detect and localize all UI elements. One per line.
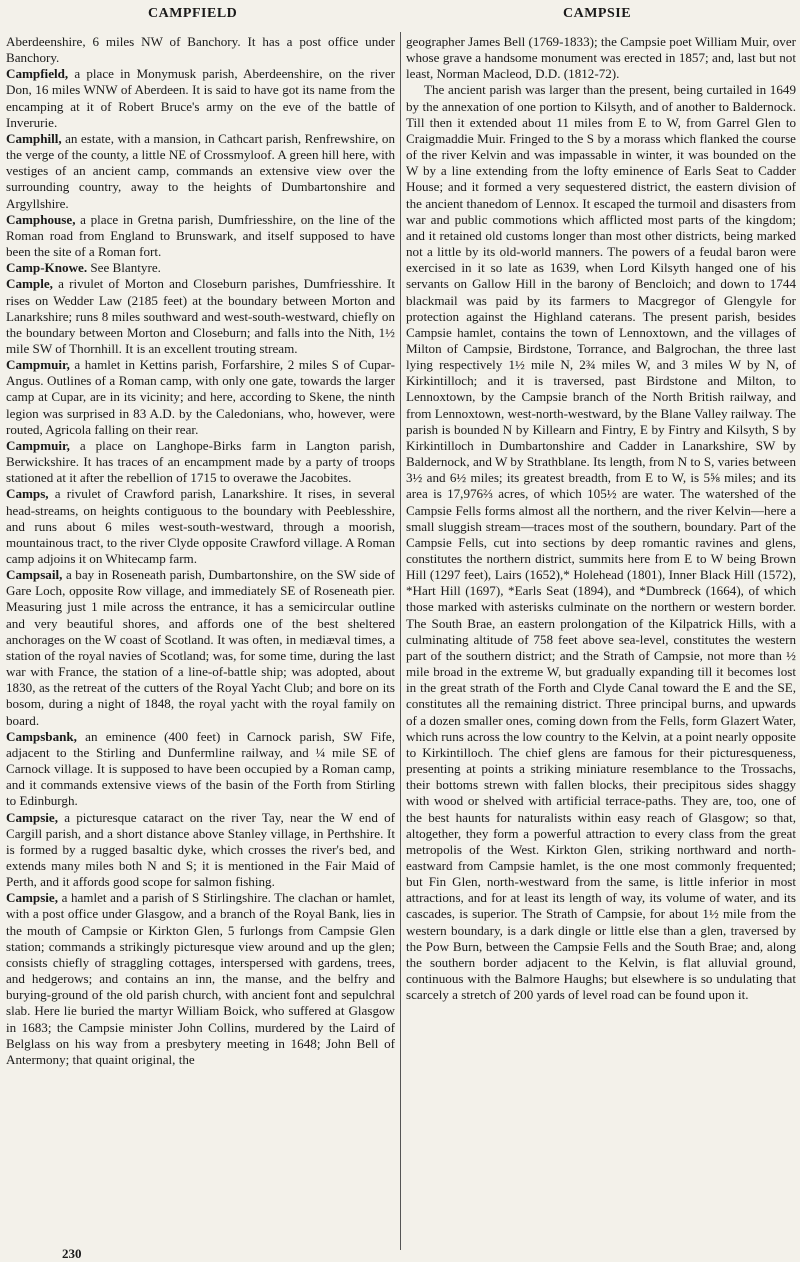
column-divider <box>400 32 401 1250</box>
entry-headword: Campsie, <box>6 809 59 825</box>
entry-continuation: Aberdeenshire, 6 miles NW of Banchory. It has a post office under Banchory. <box>6 34 395 66</box>
entry-headword: Campmuir, <box>6 437 70 453</box>
entry-headword: Campsie, <box>6 890 59 906</box>
entry-headword: Camp-Knowe. <box>6 260 88 276</box>
paragraph: The ancient parish was larger than the present, being curtailed in 1649 by the annexation of one portion to Kilsyth, and of another to Baldernock. Till then it extended about 11 miles from E to W, from Garrel Glen to Craigmaddie Muir. Fringed to the S by a morass which flanked the course of the river Kelvin and was impassable in winter, it was bounded on the W by a line extending from the lofty eminence of Earls Seat to Cadder House; and it formed a very sequestered district, the eastern division of the ancient thanedom of Lennox. It escaped the turmoil and disasters from war and public commotions which afflicted most parts of the kingdom; and it retained old customs longer than most other districts, being marked not a little by its old-world manners. The powers of a feudal baron were exercised in it so late as 1639, when Lord Kilsyth hanged one of his servants on Gallow Hill in the barony of Bencloich; and down to 1744 blackmail was paid by its farmers to Macgregor of Glengyle for protection against the Highland caterans. The present parish, besides Campsie hamlet, contains the town of Lennoxtown, and the villages of Milton of Campsie, Birdstone, Torrance, and Balgrochan, the three last lying respectively 1½ mile N, 2¾ miles W, and 3 miles W by N, of Kirkintilloch; and it is traversed, past Birdstone and Milton, to Lennoxtown, by the Campsie branch of the North British railway, and from Lennoxtown, west-north-westward, by the Blane Valley railway. The parish is bounded N by Killearn and Fintry, E by Fintry and Kilsyth, S by Kirkintilloch in Dumbartonshire and Cadder in Lanarkshire, SW by Baldernock, and W by Strathblane. Its length, from N to S, varies between 3½ and 6½ miles; its greatest breadth, from E to W, is 5⅝ miles; and its area is 17,976⅔ acres, of which 105½ are water. The watershed of the Campsie Fells forms almost all the northern, and the river Kelvin—here a small sluggish stream—traces most of the southern, boundary. Part of the Campsie Fells, cut into sections by deep romantic ravines and glens, constitutes the northern district, summits here from E to W being Brown Hill (1297 feet), Lairs (1652),* Holehead (1801), Inner Black Hill (1572), *Hart Hill (1697), *Earls Seat (1894), and *Dumbreck (1664), of which those marked with asterisks culminate on the northern or western border. The South Brae, an eastern prolongation of the Kilpatrick Hills, with a culminating altitude of 758 feet above sea-level, constitutes the western part of the southern district; and the Strath of Campsie, not more than ½ mile broad in the extreme W, but gradually expanding till it becomes lost in the great strath of the Forth and Clyde Canal toward the E and the SE, constitutes all the remaining district. Three principal burns, and upwards of a dozen smaller ones, coming down from the Fells, form Glazert Water, which runs across the low country to the Kelvin, at a point nearly opposite to Kirkintilloch. The chief glens are famous for their picturesqueness, presenting at points a striking miniature resemblance to the Trossachs, their bottoms strewn with fallen blocks, their precipitous sides shaggy with wood or shelved with artificial terrace-paths. They are, too, one of the best haunts for naturalists within easy reach of Glasgow; so that, altogether, they form a powerful attraction to every class from the great metropolis of the West. Kirkton Glen, striking northward and north-eastward from Campsie hamlet, is the one most commonly frequented; but Fin Glen, north-westward from the same, is little inferior in most attractions, and for at least its length of way, its volume of water, and its cascades, is superior. The Strath of Campsie, for about 1½ mile from the western boundary, is a dark dingle or little else than a glen, traversed by the Pow Burn, between the Campsie Fells and the South Brae; and, along the southern border adjacent to the Kelvin, is flat alluvial ground, continuous with the Balmore Haughs; but elsewhere is so undulating that scarcely a stretch of 200 yards of level road can be found upon it. <box>406 82 796 1003</box>
entry-headword: Campmuir, <box>6 357 70 373</box>
entry-headword: Camphill, <box>6 130 62 146</box>
entry-headword: Campsail, <box>6 567 63 583</box>
entry <box>6 212 395 260</box>
entry <box>6 567 395 729</box>
entry-body: a place in Monymusk parish, Aberdeenshire, on the river Don, 16 miles WNW of Aberdeen. It is said to have got its name from the encamping at it of Robert Bruce's army on the eve of the battle of Inverurie. <box>6 66 395 130</box>
entry <box>6 66 395 131</box>
paragraph: geographer James Bell (1769-1833); the Campsie poet William Muir, over whose grave a handsome monument was erected in 1857; and, last but not least, Norman Macleod, D.D. (1812-72). <box>406 34 796 82</box>
entry <box>6 276 395 357</box>
running-head-right: CAMPSIE <box>563 6 632 21</box>
entry-headword: Cample, <box>6 276 53 292</box>
entry <box>6 486 395 567</box>
entry-body: a picturesque cataract on the river Tay, near the W end of Cargill parish, and a short distance above Stanley village, in Perthshire. It is formed by a rugged basaltic dyke, which crosses the river's bed, and extends many miles both N and S; it is mentioned in the Fair Maid of Perth, and it affords good scope for salmon fishing. <box>6 809 395 890</box>
entry-headword: Campsbank, <box>6 728 77 744</box>
entry-headword: Campfield, <box>6 66 69 82</box>
entry-body: a place on Langhope-Birks farm in Langton parish, Berwickshire. It has traces of an encampment made by a party of troops stationed at it after the rebellion of 1715 to overawe the Jacobites. <box>6 437 395 486</box>
entry <box>6 438 395 486</box>
entry-body: a hamlet in Kettins parish, Forfarshire, 2 miles S of Cupar-Angus. Outlines of a Roman camp, with only one gate, towards the larger camp at Cupar, are in its vicinity; and here, according to Skene, the ninth legion was surprised in 83 A.D. by the Caledonians, who, however, were routed, Agricola falling on their rear. <box>6 357 395 437</box>
entry-body: a rivulet of Crawford parish, Lanarkshire. It rises, in several head-streams, on heights contiguous to the boundary with Peeblesshire, and runs about 6 miles west-south-westward, through a moorish, mountainous tract, to the river Clyde opposite Crawford village. A Roman camp adjoins it on Whitecamp farm. <box>6 486 395 566</box>
running-head-left: CAMPFIELD <box>148 6 238 21</box>
entry <box>6 890 395 1068</box>
entry-body: a rivulet of Morton and Closeburn parishes, Dumfriesshire. It rises on Wedder Law (2185 feet) at the boundary between Morton and Lanarkshire; runs 8 miles southward and west-south-westward, chiefly on the boundary between Morton and Closeburn; and falls into the Nith, 1½ mile SW of Thornhill. It is an excellent trouting stream. <box>6 276 395 356</box>
page-number: 230 <box>62 1246 82 1261</box>
entry-headword: Camphouse, <box>6 211 76 227</box>
entry-body: an eminence (400 feet) in Carnock parish, SW Fife, adjacent to the Stirling and Dunfermline railway, and ¼ mile SE of Carnock village. It is supposed to have been occupied by a Roman camp, and it commands extensive views of the basin of the Forth from Stirling to Edinburgh. <box>6 728 395 809</box>
entry <box>6 810 395 891</box>
running-header <box>0 6 800 26</box>
entry-body: See Blantyre. <box>87 260 161 276</box>
entry-body: a place in Gretna parish, Dumfriesshire, on the line of the Roman road from England to Brunswark, and itself supposed to have been the site of a Roman fort. <box>6 211 395 260</box>
entry-body: a bay in Roseneath parish, Dumbartonshire, on the SW side of Gare Loch, opposite Row village, and immediately SE of Roseneath pier. Measuring just 1 mile across the entrance, it has a semicircular outline and very beautiful shores, and affords one of the best sheltered anchorages on the W coast of Scotland. It was often, in mediæval times, a station of the royal navies of Scotland; was, for some time, during the last war with France, the station of a line-of-battle ship; was adopted, about 1830, as the retreat of the cutters of the Royal Yacht Club; and bore on its bosom, during a night of 1848, the royal yacht with the royal family on board. <box>6 567 395 728</box>
right-column <box>406 34 796 1244</box>
entry <box>6 729 395 810</box>
entry-headword: Camps, <box>6 486 49 502</box>
entry <box>6 357 395 438</box>
left-column <box>6 34 395 1244</box>
entry-body: a hamlet and a parish of S Stirlingshire. The clachan or hamlet, with a post office under Glasgow, and a branch of the Royal Bank, lies in the mouth of Campsie or Kirkton Glen, 5 furlongs from Campsie Glen station; commands a strikingly picturesque view around and up the glen; consists chiefly of straggling cottages, interspersed with gardens, trees, and hedgerows; and contains an inn, the manse, and the belfry and burying-ground of the old parish church, with ancient font and sepulchral slab. Here lie buried the martyr William Boick, who suffered at Glasgow in 1683; the Campsie minister John Collins, murdered by the Laird of Belglass on his way from a presbytery meeting in 1648; John Bell of Antermony; that quaint original, the <box>6 890 395 1067</box>
entry-body: an estate, with a mansion, in Cathcart parish, Renfrewshire, on the verge of the county, a little NE of Crossmyloof. A green hill here, with vestiges of an ancient camp, commands an extensive view over the surrounding country, away to the heights of Dumbartonshire and Argyllshire. <box>6 130 395 211</box>
entry <box>6 131 395 212</box>
entry <box>6 260 395 276</box>
